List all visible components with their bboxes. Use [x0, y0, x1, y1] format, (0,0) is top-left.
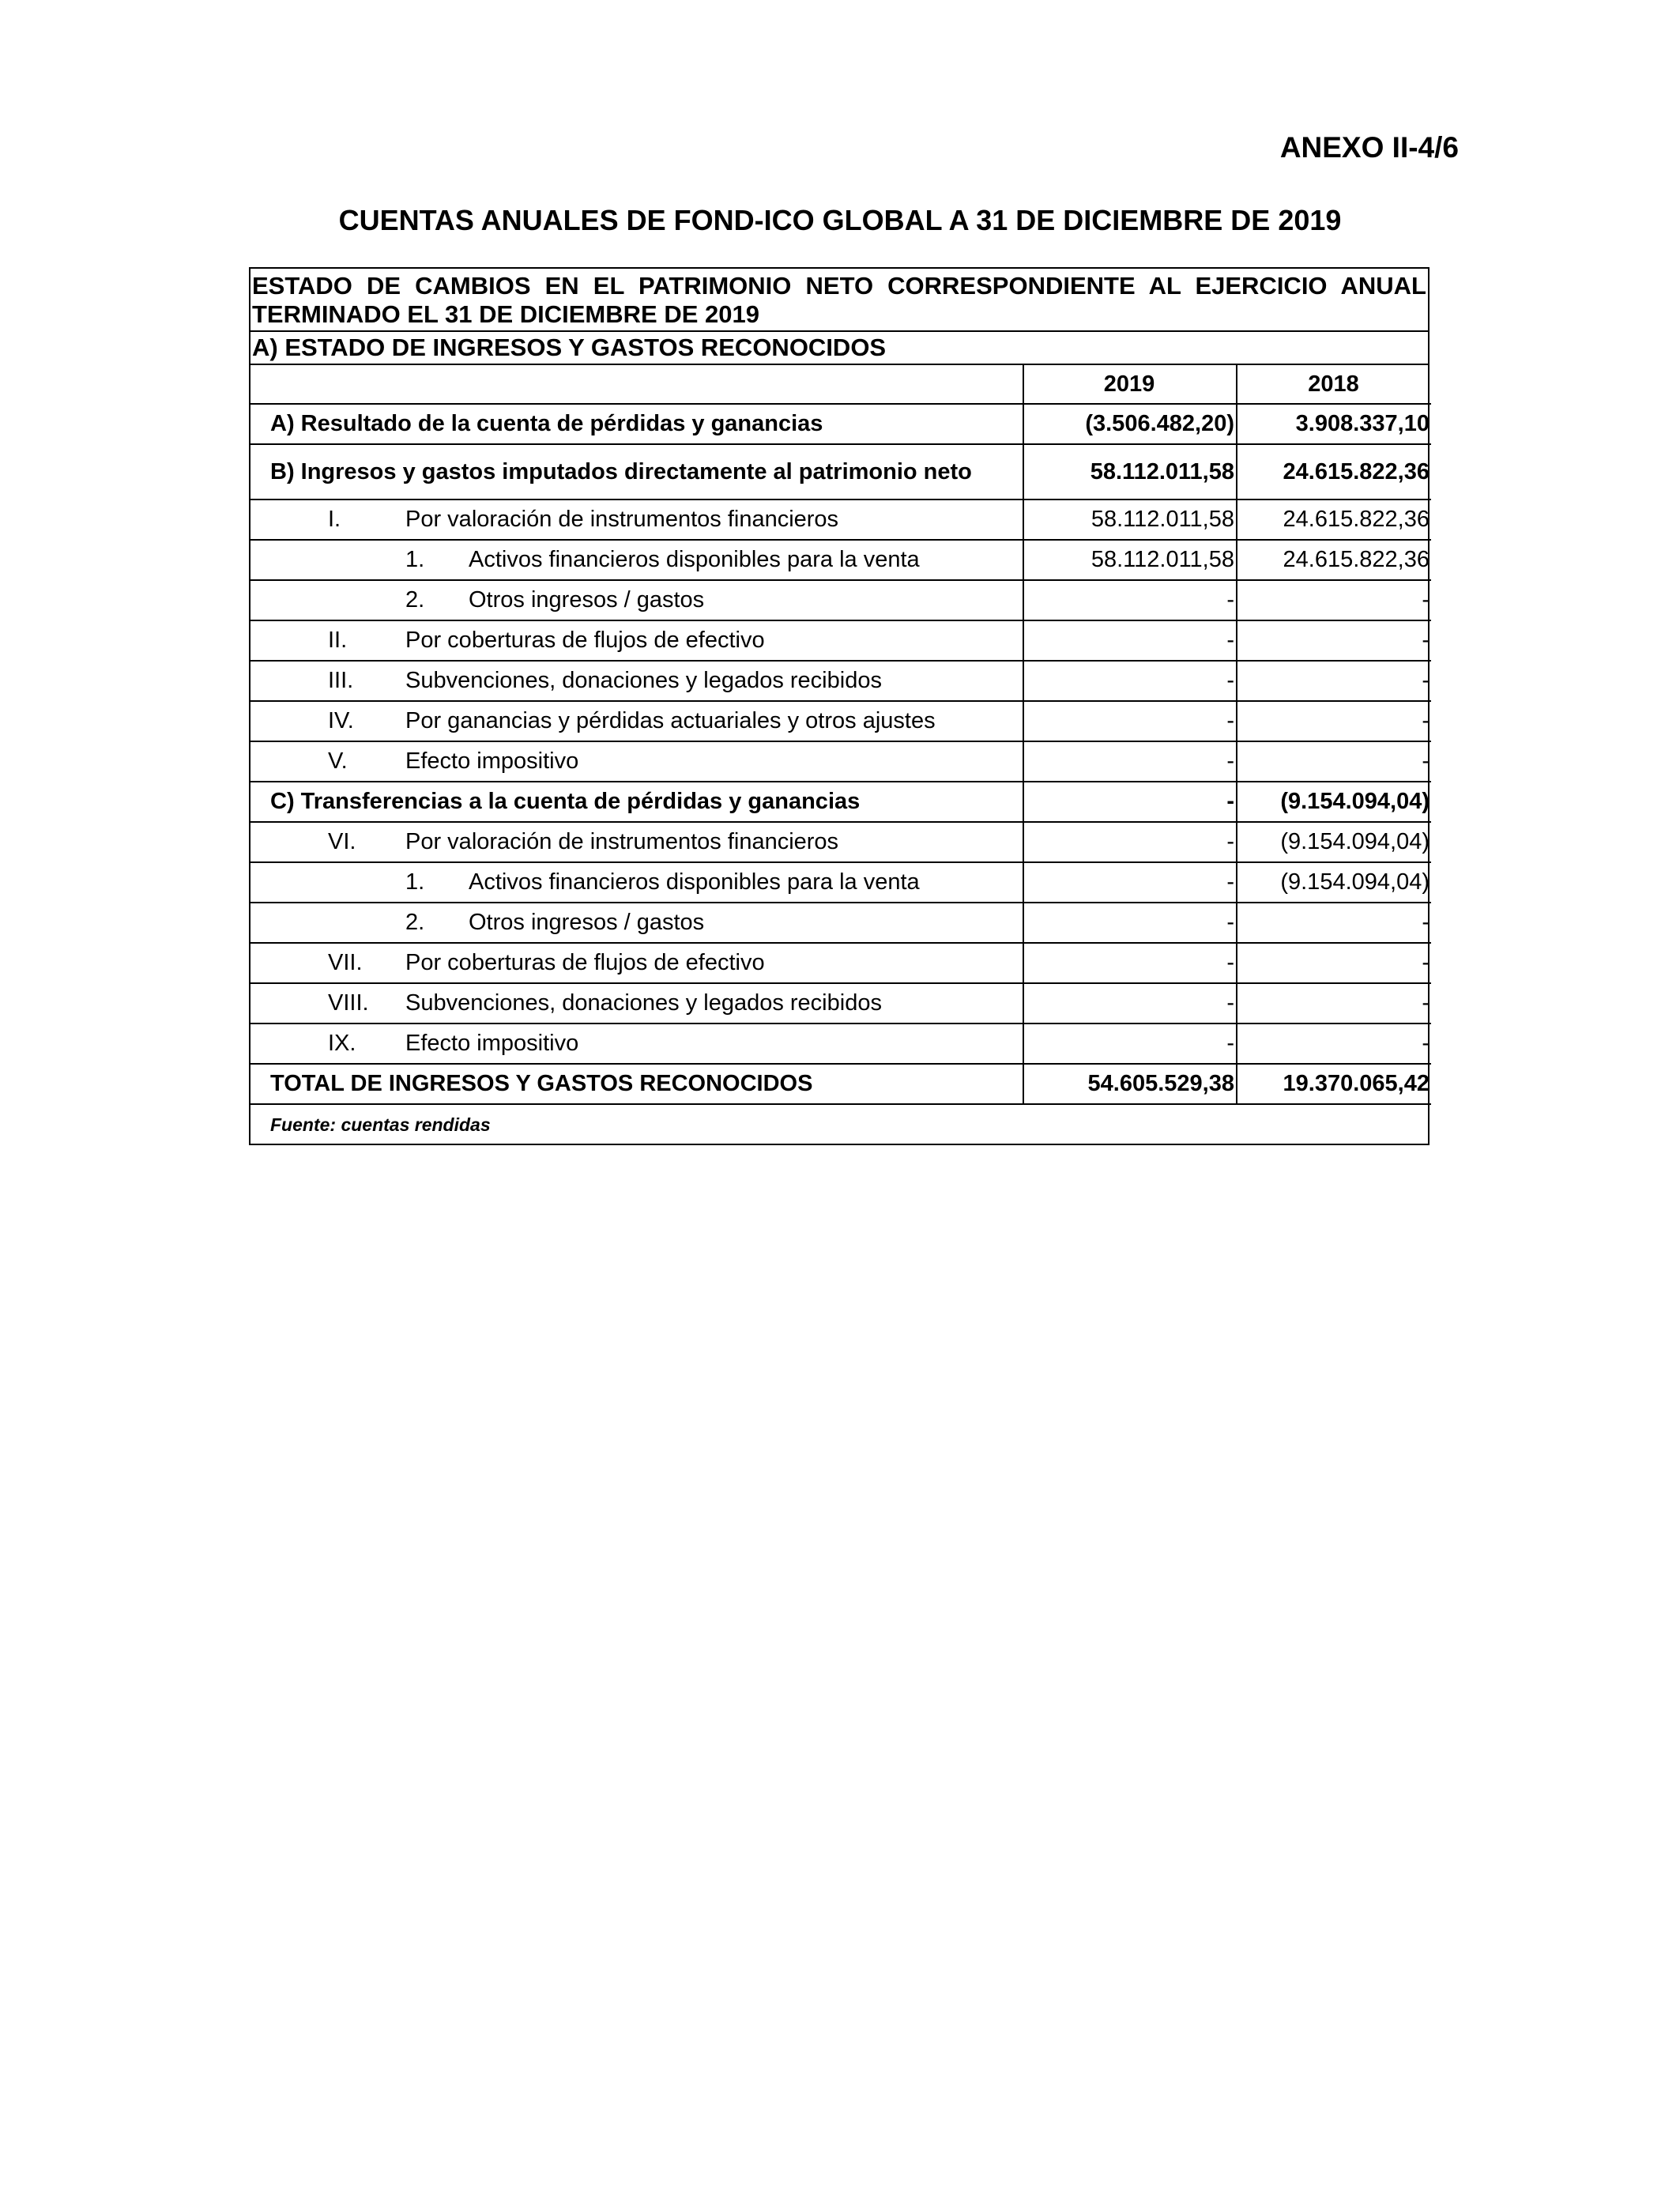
value-2019: 58.112.011,58	[1023, 499, 1237, 540]
value-2018: 24.615.822,36	[1237, 540, 1431, 580]
value-2019: (3.506.482,20)	[1023, 404, 1237, 444]
table-row	[250, 822, 1431, 862]
row-number: IV.	[328, 708, 354, 733]
value-2018: 3.908.337,10	[1237, 404, 1431, 444]
document-title: CUENTAS ANUALES DE FOND-ICO GLOBAL A 31 DE DICIEMBRE DE 2019	[338, 204, 1342, 236]
value-2019: -	[1023, 822, 1237, 862]
row-label: Subvenciones, donaciones y legados recibidos	[405, 990, 882, 1016]
header-empty-cell	[250, 365, 1023, 404]
value-2018: -	[1237, 1023, 1431, 1064]
row-label: Por valoración de instrumentos financieros	[405, 829, 839, 854]
row-label: B) Ingresos y gastos imputados directamente al patrimonio neto	[270, 459, 972, 484]
row-number: 1.	[405, 547, 425, 572]
row-label: Por valoración de instrumentos financieros	[405, 507, 839, 532]
row-number: VIII.	[328, 990, 369, 1016]
row-label: Efecto impositivo	[405, 748, 579, 774]
table-row	[250, 741, 1431, 782]
value-2019: -	[1023, 580, 1237, 620]
value-2019: 58.112.011,58	[1023, 444, 1237, 499]
table-row	[250, 661, 1431, 701]
row-number: I.	[328, 507, 341, 532]
table-row	[250, 580, 1431, 620]
row-label: Otros ingresos / gastos	[469, 910, 705, 935]
value-2019: -	[1023, 983, 1237, 1023]
table-row	[250, 862, 1431, 903]
statement-table	[250, 365, 1431, 1105]
row-label: Activos financieros disponibles para la venta	[469, 869, 920, 895]
row-number: II.	[328, 628, 348, 653]
column-header-2019: 2019	[1023, 365, 1237, 404]
value-2019: -	[1023, 701, 1237, 741]
row-number: 2.	[405, 587, 425, 613]
table-row	[250, 701, 1431, 741]
value-2018: 19.370.065,42	[1237, 1064, 1431, 1104]
row-number: 2.	[405, 910, 425, 935]
column-header-2018: 2018	[1237, 365, 1431, 404]
table-row	[250, 1023, 1431, 1064]
table-row	[250, 404, 1431, 444]
value-2019: -	[1023, 741, 1237, 782]
row-label: Efecto impositivo	[405, 1031, 579, 1056]
row-label: Por coberturas de flujos de efectivo	[405, 628, 765, 653]
row-number: VI.	[328, 829, 356, 854]
table-row	[250, 782, 1431, 822]
value-2019: -	[1023, 1023, 1237, 1064]
value-2019: -	[1023, 862, 1237, 903]
total-row	[250, 1064, 1431, 1104]
row-number: IX.	[328, 1031, 356, 1056]
row-number: III.	[328, 668, 354, 693]
table-row	[250, 943, 1431, 983]
value-2019: -	[1023, 903, 1237, 943]
value-2018: -	[1237, 661, 1431, 701]
value-2019: 54.605.529,38	[1023, 1064, 1237, 1104]
row-label: TOTAL DE INGRESOS Y GASTOS RECONOCIDOS	[270, 1071, 813, 1096]
statement-title: ESTADO DE CAMBIOS EN EL PATRIMONIO NETO CORRESPONDIENTE AL EJERCICIO ANUAL TERMINADO EL 31 DE DICIEMBRE DE 2019	[250, 269, 1428, 332]
value-2018: -	[1237, 903, 1431, 943]
value-2018: (9.154.094,04)	[1237, 862, 1431, 903]
value-2018: -	[1237, 983, 1431, 1023]
value-2018: -	[1237, 741, 1431, 782]
annex-label: ANEXO II-4/6	[1279, 131, 1459, 164]
table-row	[250, 540, 1431, 580]
value-2019: -	[1023, 943, 1237, 983]
value-2019: 58.112.011,58	[1023, 540, 1237, 580]
table-row	[250, 620, 1431, 661]
value-2018: -	[1237, 943, 1431, 983]
statement-box	[249, 267, 1430, 1145]
row-number: VII.	[328, 950, 363, 975]
section-title: A) ESTADO DE INGRESOS Y GASTOS RECONOCIDOS	[250, 332, 1428, 365]
row-number: 1.	[405, 869, 425, 895]
table-row	[250, 444, 1431, 499]
value-2018: (9.154.094,04)	[1237, 782, 1431, 822]
row-label: Subvenciones, donaciones y legados recibidos	[405, 668, 882, 693]
table-header-row	[250, 365, 1431, 404]
value-2018: 24.615.822,36	[1237, 444, 1431, 499]
table-row	[250, 903, 1431, 943]
value-2018: -	[1237, 701, 1431, 741]
row-label: Activos financieros disponibles para la venta	[469, 547, 920, 572]
row-label: C) Transferencias a la cuenta de pérdidas y ganancias	[270, 789, 861, 814]
row-number: V.	[328, 748, 348, 774]
row-label: A) Resultado de la cuenta de pérdidas y ganancias	[270, 411, 823, 436]
source-note: Fuente: cuentas rendidas	[270, 1114, 491, 1135]
row-label: Otros ingresos / gastos	[469, 587, 705, 613]
value-2018: 24.615.822,36	[1237, 499, 1431, 540]
table-row	[250, 499, 1431, 540]
row-label: Por ganancias y pérdidas actuariales y otros ajustes	[405, 708, 936, 733]
row-label: Por coberturas de flujos de efectivo	[405, 950, 765, 975]
value-2019: -	[1023, 782, 1237, 822]
value-2019: -	[1023, 620, 1237, 661]
value-2018: -	[1237, 580, 1431, 620]
value-2018: (9.154.094,04)	[1237, 822, 1431, 862]
value-2019: -	[1023, 661, 1237, 701]
table-row	[250, 983, 1431, 1023]
value-2018: -	[1237, 620, 1431, 661]
